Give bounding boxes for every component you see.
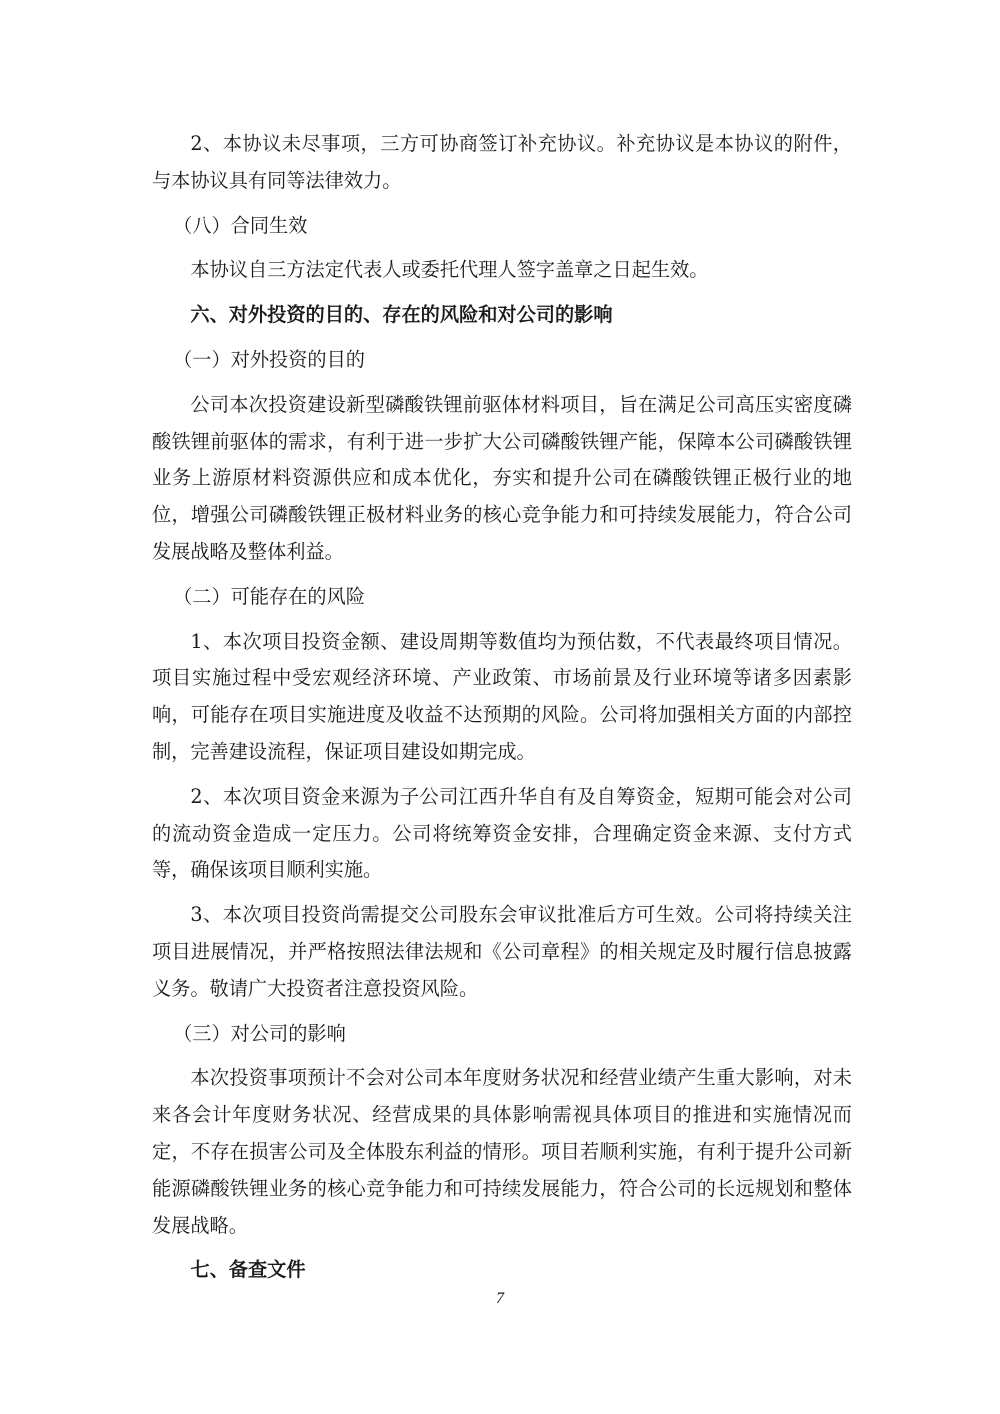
section-heading-investment-purpose-risks: 六、对外投资的目的、存在的风险和对公司的影响	[190, 303, 613, 327]
paragraph-impact-on-company: 本次投资事项预计不会对公司本年度财务状况和经营业绩产生重大影响，对未来各会计年度财务状况、经营成果的具体影响需视具体项目的推进和实施情况而定，不存在损害公司及全体股东利益的情形。项目若顺利实施，有利于提升公司新能源磷酸铁锂业务的核心竞争能力和可持续发展能力，符合公司的长远规划和整体发展战略。	[152, 1066, 852, 1237]
paragraph-risk-2: 2、本次项目资金来源为子公司江西升华自有及自筹资金，短期可能会对公司的流动资金造成一定压力。公司将统筹资金安排，合理确定资金来源、支付方式等，确保该项目顺利实施。	[152, 784, 852, 882]
paragraph-supplementary-agreement: 2、本协议未尽事项，三方可协商签订补充协议。补充协议是本协议的附件，与本协议具有同等法律效力。	[152, 132, 852, 192]
section-heading-reference-documents: 七、备查文件	[190, 1258, 306, 1282]
paragraph-effective-date: 本协议自三方法定代表人或委托代理人签字盖章之日起生效。	[190, 258, 709, 282]
page-number: 7	[496, 1290, 504, 1307]
subheading-impact-on-company: （三）对公司的影响	[173, 1021, 346, 1045]
paragraph-risk-1: 1、本次项目投资金额、建设周期等数值均为预估数，不代表最终项目情况。项目实施过程中受宏观经济环境、产业政策、市场前景及行业环境等诸多因素影响，可能存在项目实施进度及收益不达预期的风险。公司将加强相关方面的内部控制，完善建设流程，保证项目建设如期完成。	[152, 629, 852, 763]
subheading-contract-effective: （八）合同生效	[173, 213, 308, 237]
document-body	[152, 126, 852, 1289]
subheading-possible-risks: （二）可能存在的风险	[173, 584, 365, 608]
paragraph-investment-purpose: 公司本次投资建设新型磷酸铁锂前驱体材料项目，旨在满足公司高压实密度磷酸铁锂前驱体的需求，有利于进一步扩大公司磷酸铁锂产能，保障本公司磷酸铁锂业务上游原材料资源供应和成本优化，夯实和提升公司在磷酸铁锂正极行业的地位，增强公司磷酸铁锂正极材料业务的核心竞争能力和可持续发展能力，符合公司发展战略及整体利益。	[152, 392, 852, 563]
paragraph-risk-3: 3、本次项目投资尚需提交公司股东会审议批准后方可生效。公司将持续关注项目进展情况，并严格按照法律法规和《公司章程》的相关规定及时履行信息披露义务。敬请广大投资者注意投资风险。	[152, 903, 852, 1000]
subheading-investment-purpose: （一）对外投资的目的	[173, 347, 365, 371]
